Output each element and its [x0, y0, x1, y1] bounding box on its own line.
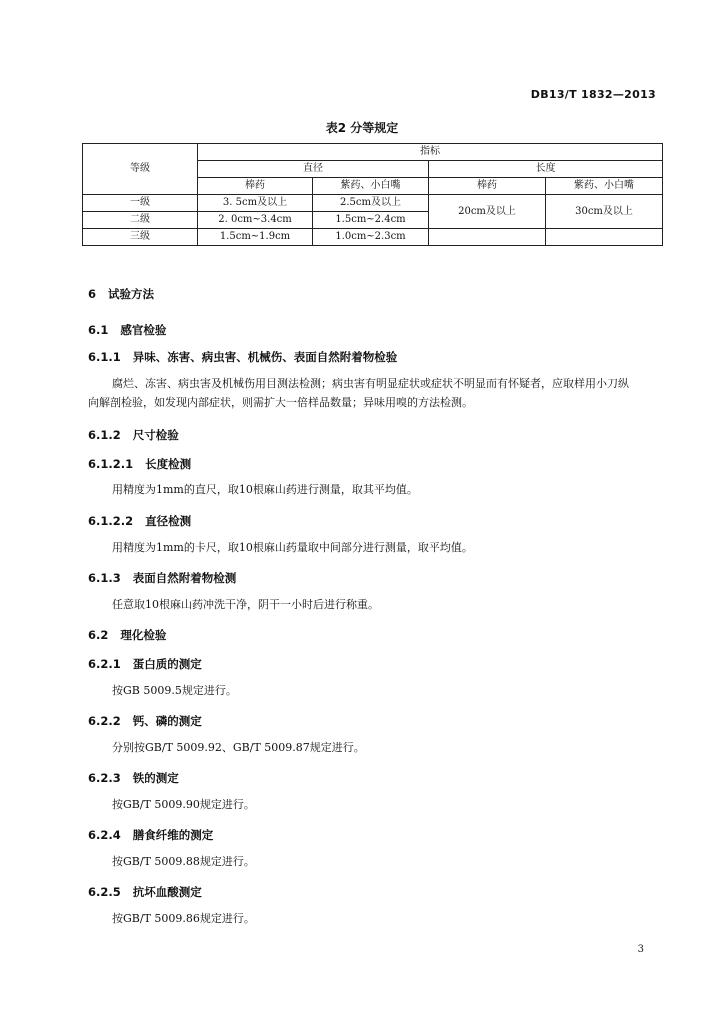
- paragraph: 按GB/T 5009.86规定进行。: [112, 912, 255, 925]
- diameter-zi-cell: 1.0cm~2.3cm: [313, 229, 429, 246]
- paragraph: 按GB/T 5009.90规定进行。: [112, 798, 255, 811]
- paragraph: 分别按GB/T 5009.92、GB/T 5009.87规定进行。: [112, 741, 365, 754]
- paragraph: 任意取10根麻山药冲洗干净，阴干一小时后进行称重。: [112, 598, 379, 611]
- section-heading: [88, 513, 191, 529]
- section-heading: [88, 884, 202, 900]
- length-bang-cell-empty: [429, 229, 546, 246]
- section-title: 试验方法: [108, 287, 155, 301]
- section-title: 直径检测: [145, 514, 192, 528]
- table-caption: 表2 分等规定: [325, 121, 399, 135]
- section-number: 6.1.3: [88, 571, 121, 585]
- diameter-zi-cell: 1.5cm~2.4cm: [313, 212, 429, 229]
- section-heading: [88, 656, 202, 672]
- section-number: 6.2.2: [88, 714, 121, 728]
- section-heading: [88, 427, 179, 443]
- header-col-bang-length: 棒药: [429, 178, 546, 195]
- paragraph: 腐烂、冻害、病虫害及机械伤用目测法检测；病虫害有明显症状或症状不明显而有怀疑者，应取样用小刀纵向解剖检验，如发现内部症状，则需扩大一倍样品数量；异味用嗅的方法检测。: [88, 377, 629, 409]
- section-title: 铁的测定: [132, 771, 179, 785]
- grade-cell: 一级: [83, 195, 198, 212]
- section-heading: [88, 627, 166, 643]
- section-title: 膳食纤维的测定: [132, 828, 214, 842]
- section-heading: [88, 286, 154, 302]
- diameter-bang-cell: 1.5cm~1.9cm: [198, 229, 313, 246]
- grading-table: [82, 143, 663, 246]
- diameter-zi-cell: 2.5cm及以上: [313, 195, 429, 212]
- section-title: 理化检验: [120, 628, 167, 642]
- section-number: 6.1.2.1: [88, 457, 134, 471]
- section-heading: [88, 349, 397, 365]
- section-number: 6.1.2: [88, 428, 121, 442]
- diameter-bang-cell: 2. 0cm~3.4cm: [198, 212, 313, 229]
- section-title: 抗坏血酸测定: [132, 885, 202, 899]
- grade-cell: 二级: [83, 212, 198, 229]
- table-header-row: [83, 144, 663, 161]
- section-title: 感官检验: [120, 323, 167, 337]
- section-number: 6: [88, 287, 97, 301]
- section-number: 6.2.4: [88, 828, 121, 842]
- section-heading: [88, 713, 202, 729]
- header-col-zi-length: 紫药、小白嘴: [546, 178, 663, 195]
- grade-cell: 三级: [83, 229, 198, 246]
- section-title: 钙、磷的测定: [132, 714, 202, 728]
- page-number: 3: [637, 944, 644, 955]
- header-col-zi-diameter: 紫药、小白嘴: [313, 178, 429, 195]
- length-zi-cell: 30cm及以上: [546, 195, 663, 229]
- header-indicator: 指标: [198, 144, 663, 161]
- section-title: 异味、冻害、病虫害、机械伤、表面自然附着物检验: [132, 350, 398, 364]
- table-row: [83, 195, 663, 212]
- section-title: 蛋白质的测定: [132, 657, 202, 671]
- diameter-bang-cell: 3. 5cm及以上: [198, 195, 313, 212]
- section-heading: [88, 770, 179, 786]
- section-title: 尺寸检验: [132, 428, 179, 442]
- section-number: 6.2.1: [88, 657, 121, 671]
- section-heading: [88, 456, 191, 472]
- section-number: 6.1.2.2: [88, 514, 134, 528]
- section-number: 6.2: [88, 628, 109, 642]
- paragraph: 按GB/T 5009.88规定进行。: [112, 855, 255, 868]
- header-diameter: 直径: [198, 161, 429, 178]
- header-grade: 等级: [83, 144, 198, 195]
- length-zi-cell-empty: [546, 229, 663, 246]
- header-col-bang-diameter: 棒药: [198, 178, 313, 195]
- table-row: [83, 229, 663, 246]
- standard-code: DB13/T 1832—2013: [530, 88, 656, 101]
- section-title: 表面自然附着物检测: [132, 571, 237, 585]
- section-heading: [88, 827, 213, 843]
- section-number: 6.1: [88, 323, 109, 337]
- section-heading: [88, 322, 166, 338]
- section-title: 长度检测: [145, 457, 192, 471]
- length-bang-cell: 20cm及以上: [429, 195, 546, 229]
- section-number: 6.2.3: [88, 771, 121, 785]
- paragraph: 用精度为1mm的卡尺，取10根麻山药量取中间部分进行测量，取平均值。: [112, 541, 473, 554]
- section-heading: [88, 570, 236, 586]
- section-number: 6.1.1: [88, 350, 121, 364]
- paragraph: 用精度为1mm的直尺，取10根麻山药进行测量，取其平均值。: [112, 483, 418, 496]
- section-number: 6.2.5: [88, 885, 121, 899]
- header-length: 长度: [429, 161, 663, 178]
- paragraph: 按GB 5009.5规定进行。: [112, 684, 237, 697]
